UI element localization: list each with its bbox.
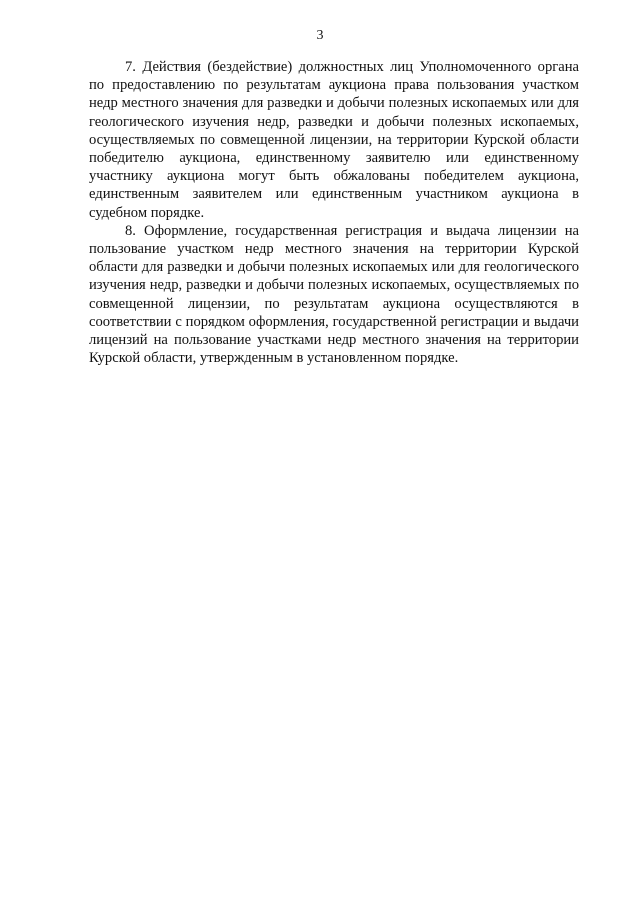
paragraph-7: 7. Действия (бездействие) должностных лиц Уполномоченного органа по предоставлению по результатам аукциона права пользования участком недр местного значения для разведки и добычи полезных ископаемых или для геологического изучения недр, разведки и добычи полезных ископаемых, осуществляемых по совмещенной лицензии, на территории Курской области победителю аукциона, единственному заявителю или единственному участнику аукциона могут быть обжалованы победителем аукциона, единственным заявителем или единственным участником аукциона в судебном порядке. xyxy=(89,59,579,221)
page-number: 3 xyxy=(316,28,324,43)
document-body xyxy=(89,58,579,367)
paragraph-8: 8. Оформление, государственная регистрация и выдача лицензии на пользование участком недр местного значения на территории Курской области для разведки и добычи полезных ископаемых или для геологического изучения недр, разведки и добычи полезных ископаемых, осуществляемых по совмещенной лицензии, по результатам аукциона осуществляются в соответствии с порядком оформления, государственной регистрации и выдачи лицензий на пользование участками недр местного значения на территории Курской области, утвержденным в установленном порядке. xyxy=(89,222,579,367)
